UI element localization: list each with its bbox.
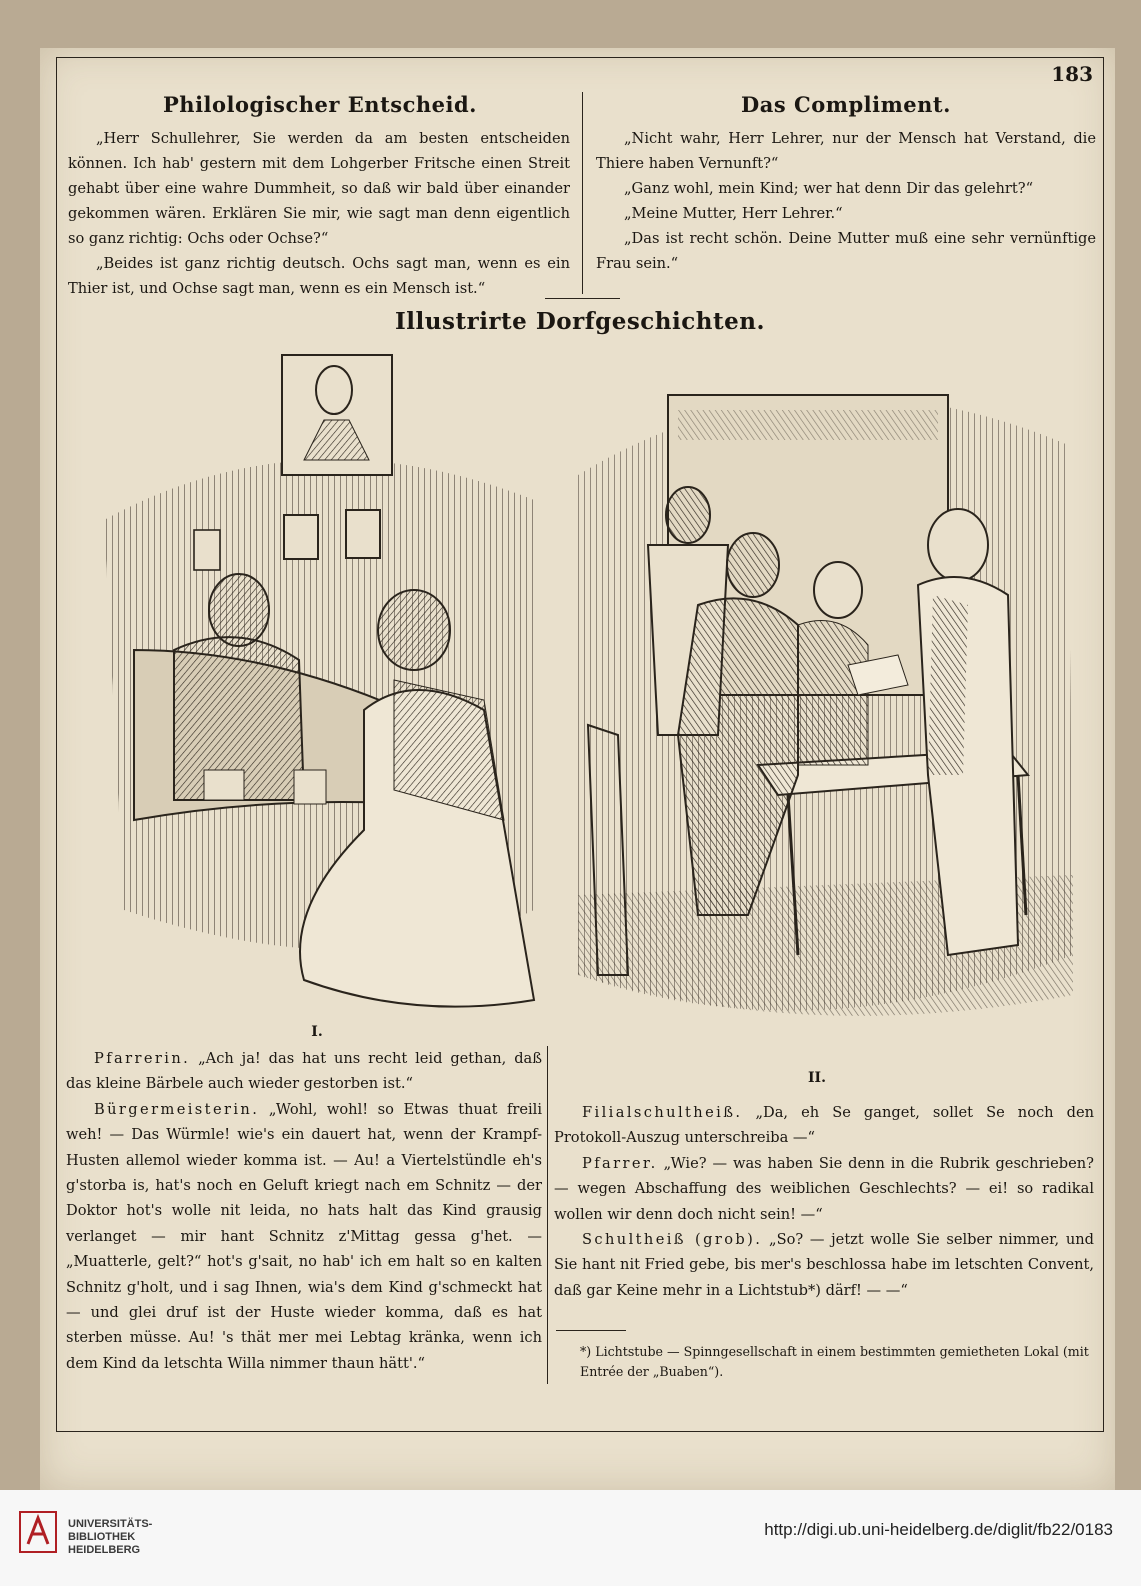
right-article-paragraph: „Ganz wohl, mein Kind; wer hat denn Dir das gelehrt?“ xyxy=(624,180,1034,197)
speech-text: „Wie? — was haben Sie denn in die Rubrik geschrieben? — wegen Abschaffung des weiblichen Geschlechts? — ei! so radikal wollen wir denn doch nicht sein! —“ xyxy=(554,1154,1094,1223)
speaker-name: Filialschultheiß. xyxy=(582,1104,743,1121)
caption-two-number: II. xyxy=(808,1070,826,1086)
speaker-name: Schultheiß (grob). xyxy=(582,1231,763,1249)
left-article-body xyxy=(68,126,570,301)
column-divider-bottom xyxy=(547,1046,548,1384)
left-article-paragraph: „Beides ist ganz richtig deutsch. Ochs sagt man, wenn es ein Thier ist, und Ochse sagt man, wenn es ein Mensch ist.“ xyxy=(68,255,570,297)
speech-text: „Ach ja! das hat uns recht leid gethan, daß das kleine Bärbele auch wieder gestorben ist.“ xyxy=(66,1050,542,1093)
left-article-title: Philologischer Entscheid. xyxy=(163,92,477,117)
page-number: 183 xyxy=(1051,62,1093,86)
left-article-paragraph: „Herr Schullehrer, Sie werden da am besten entscheiden können. Ich hab' gestern mit dem Lohgerber Fritsche einen Streit gehabt über eine wahre Dummheit, so daß wir bald über einander gekommen wären. Erklären Sie mir, wie sagt man denn eigentlich so ganz richtig: Ochs oder Ochse?“ xyxy=(68,130,570,247)
right-article-paragraph: „Das ist recht schön. Deine Mutter muß eine sehr vernünftige Frau sein.“ xyxy=(596,230,1096,272)
library-name xyxy=(68,1518,152,1557)
right-article-title: Das Compliment. xyxy=(741,92,951,117)
right-article-paragraph: „Meine Mutter, Herr Lehrer.“ xyxy=(624,205,843,222)
university-seal-icon xyxy=(18,1510,58,1554)
footnote-rule xyxy=(556,1330,626,1331)
speech-text: „So? — jetzt wolle Sie selber nimmer, und Sie hant nit Fried gebe, bis mer's beschlossa habe im letschten Convent, daß gar Keine mehr in a Lichtstub*) därf! — —“ xyxy=(554,1231,1094,1299)
caption-one-paragraph xyxy=(66,1046,542,1097)
caption-two-paragraph xyxy=(554,1151,1094,1227)
caption-two-paragraph xyxy=(554,1100,1094,1151)
speaker-name: Pfarrer. xyxy=(582,1154,658,1172)
library-name-line: HEIDELBERG xyxy=(68,1544,141,1556)
speaker-name: Bürgermeisterin. xyxy=(94,1100,260,1118)
caption-two-text xyxy=(554,1100,1094,1303)
caption-two-paragraph xyxy=(554,1227,1094,1303)
library-name-line: BIBLIOTHEK xyxy=(68,1531,136,1543)
column-divider-top xyxy=(582,92,583,294)
footnote: *) Lichtstube — Spinngesellschaft in einem bestimmten gemietheten Lokal (mit Entrée der „Buaben“). xyxy=(580,1344,1089,1379)
caption-one-text xyxy=(66,1046,542,1376)
section-rule xyxy=(545,298,620,299)
section-title: Illustrirte Dorfgeschichten. xyxy=(395,308,765,335)
speaker-name: Pfarrerin. xyxy=(94,1050,191,1067)
speech-text: „Da, eh Se ganget, sollet Se noch den Protokoll-Auszug unterschreiba —“ xyxy=(554,1104,1094,1147)
caption-one-paragraph xyxy=(66,1097,542,1376)
caption-one-number: I. xyxy=(311,1024,323,1040)
speech-text: „Wohl, wohl! so Etwas thuat freili weh! — Das Würmle! wie's ein dauert hat, wenn der Krampf-Husten allemol wieder komma ist. — Au! a Viertelstündle eh's g'storba is, hat's noch en Geluft kriegt nach em Schnitz — der Doktor hot's wolle nit leida, no hats halt das Kind grausig verlanget — mir hant Schnitz z'Mittag gessa g'het. — „Muatterle, gelt?“ hot's g'sait, no hab' ich em halt so en kalten Schnitz g'holt, und i sag Ihnen, wia's dem Kind g'schmeckt hat — und glei druf ist der Huste wieder komma, daß es hat sterben müsse. Au! 's thät mer mei Lebtag kränka, wenn ich dem Kind da letschta Willa nimmer thaun hätt'.“ xyxy=(66,1100,542,1372)
illustration-two xyxy=(548,355,1088,1045)
illustration-one xyxy=(64,350,544,1030)
library-name-line: UNIVERSITÄTS- xyxy=(68,1518,153,1530)
source-url-link[interactable]: http://digi.ub.uni-heidelberg.de/diglit/fb22/0183 xyxy=(764,1520,1113,1539)
right-article-body xyxy=(596,126,1096,276)
right-article-paragraph: „Nicht wahr, Herr Lehrer, nur der Mensch hat Verstand, die Thiere haben Vernunft?“ xyxy=(596,130,1096,172)
